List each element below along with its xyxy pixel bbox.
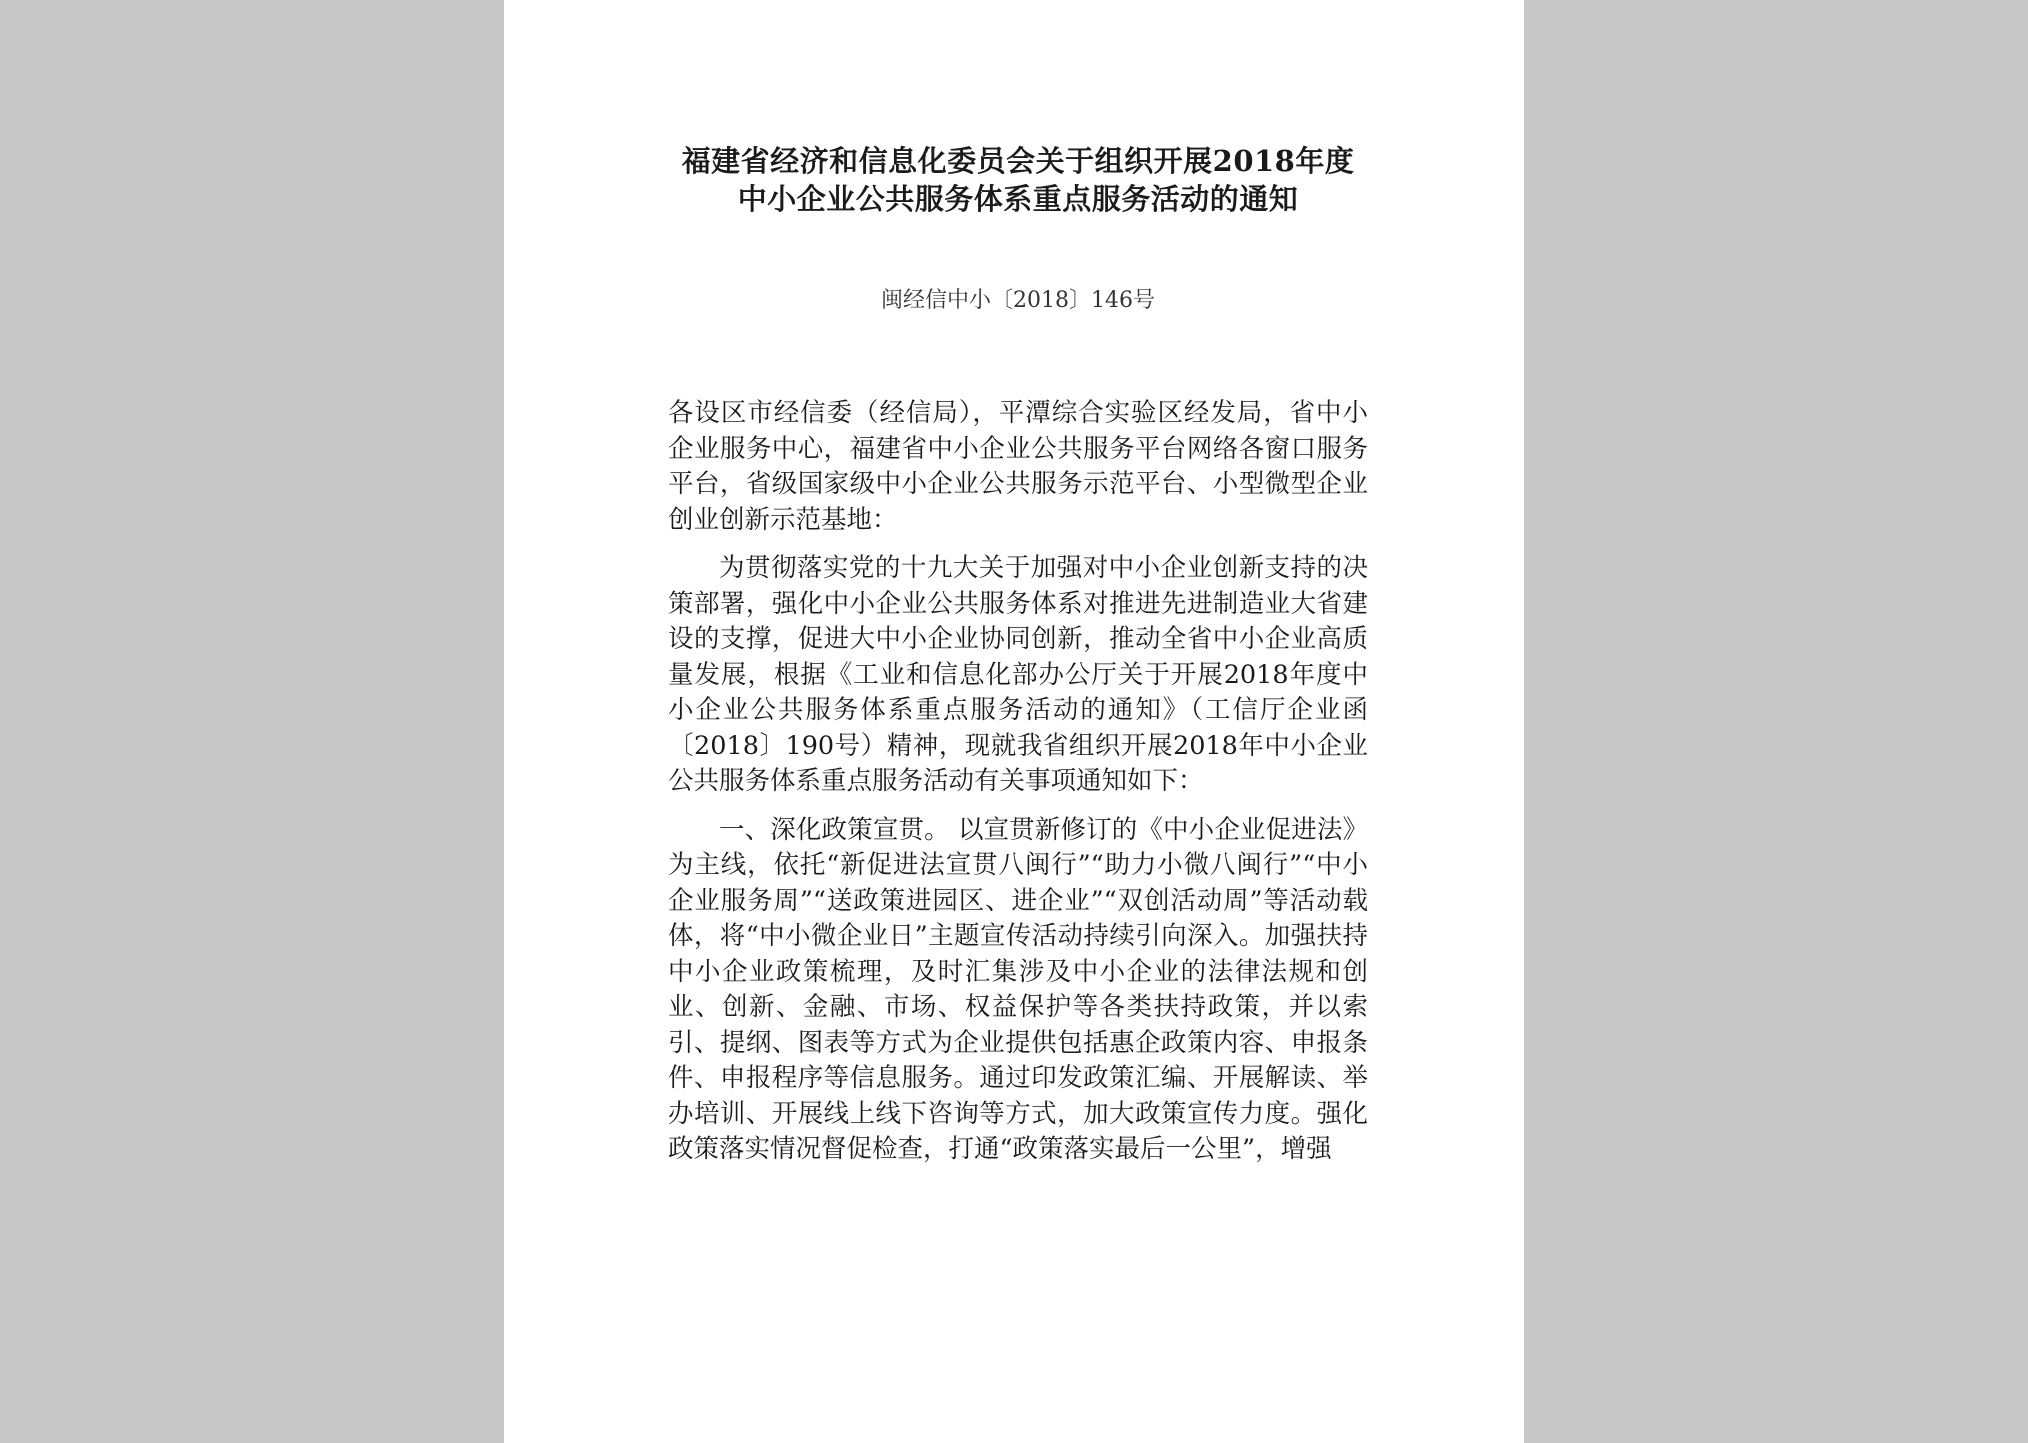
paragraph-policy: 一、深化政策宣贯。 以宣贯新修订的《中小企业促进法》为主线，依托“新促进法宣贯八闽行”“助力小微八闽行”“中小企业服务周”“送政策进园区、进企业”“双创活动周”等活动载体，将“中小微企业日”主题宣传活动持续引向深入。加强扶持中小企业政策梳理，及时汇集涉及中小企业的法律法规和创业、创新、金融、市场、权益保护等各类扶持政策，并以索引、提纲、图表等方式为企业提供包括惠企政策内容、申报条件、申报程序等信息服务。通过印发政策汇编、开展解读、举办培训、开展线上线下咨询等方式，加大政策宣传力度。强化政策落实情况督促检查，打通“政策落实最后一公里”，增强 xyxy=(668,814,1368,1164)
paragraph-intro: 为贯彻落实党的十九大关于加强对中小企业创新支持的决策部署，强化中小企业公共服务体系对推进先进制造业大省建设的支撑，促进大中小企业协同创新，推动全省中小企业高质量发展，根据《工业和信息化部办公厅关于开展2018年度中小企业公共服务体系重点服务活动的通知》（工信厅企业函〔2018〕190号）精神，现就我省组织开展2018年中小企业公共服务体系重点服务活动有关事项通知如下： xyxy=(668,553,1368,796)
title-line-1: 福建省经济和信息化委员会关于组织开展2018年度 xyxy=(681,144,1355,178)
title-line-2: 中小企业公共服务体系重点服务活动的通知 xyxy=(737,182,1299,216)
salutation: 各设区市经信委（经信局），平潭综合实验区经发局，省中小企业服务中心，福建省中小企业公共服务平台网络各窗口服务平台，省级国家级中小企业公共服务示范平台、小型微型企业创业创新示范基地： xyxy=(668,398,1368,535)
document-title xyxy=(668,142,1368,218)
document-page xyxy=(504,0,1524,1443)
document-number: 闽经信中小〔2018〕146号 xyxy=(881,288,1155,313)
document-body xyxy=(668,396,1368,1168)
